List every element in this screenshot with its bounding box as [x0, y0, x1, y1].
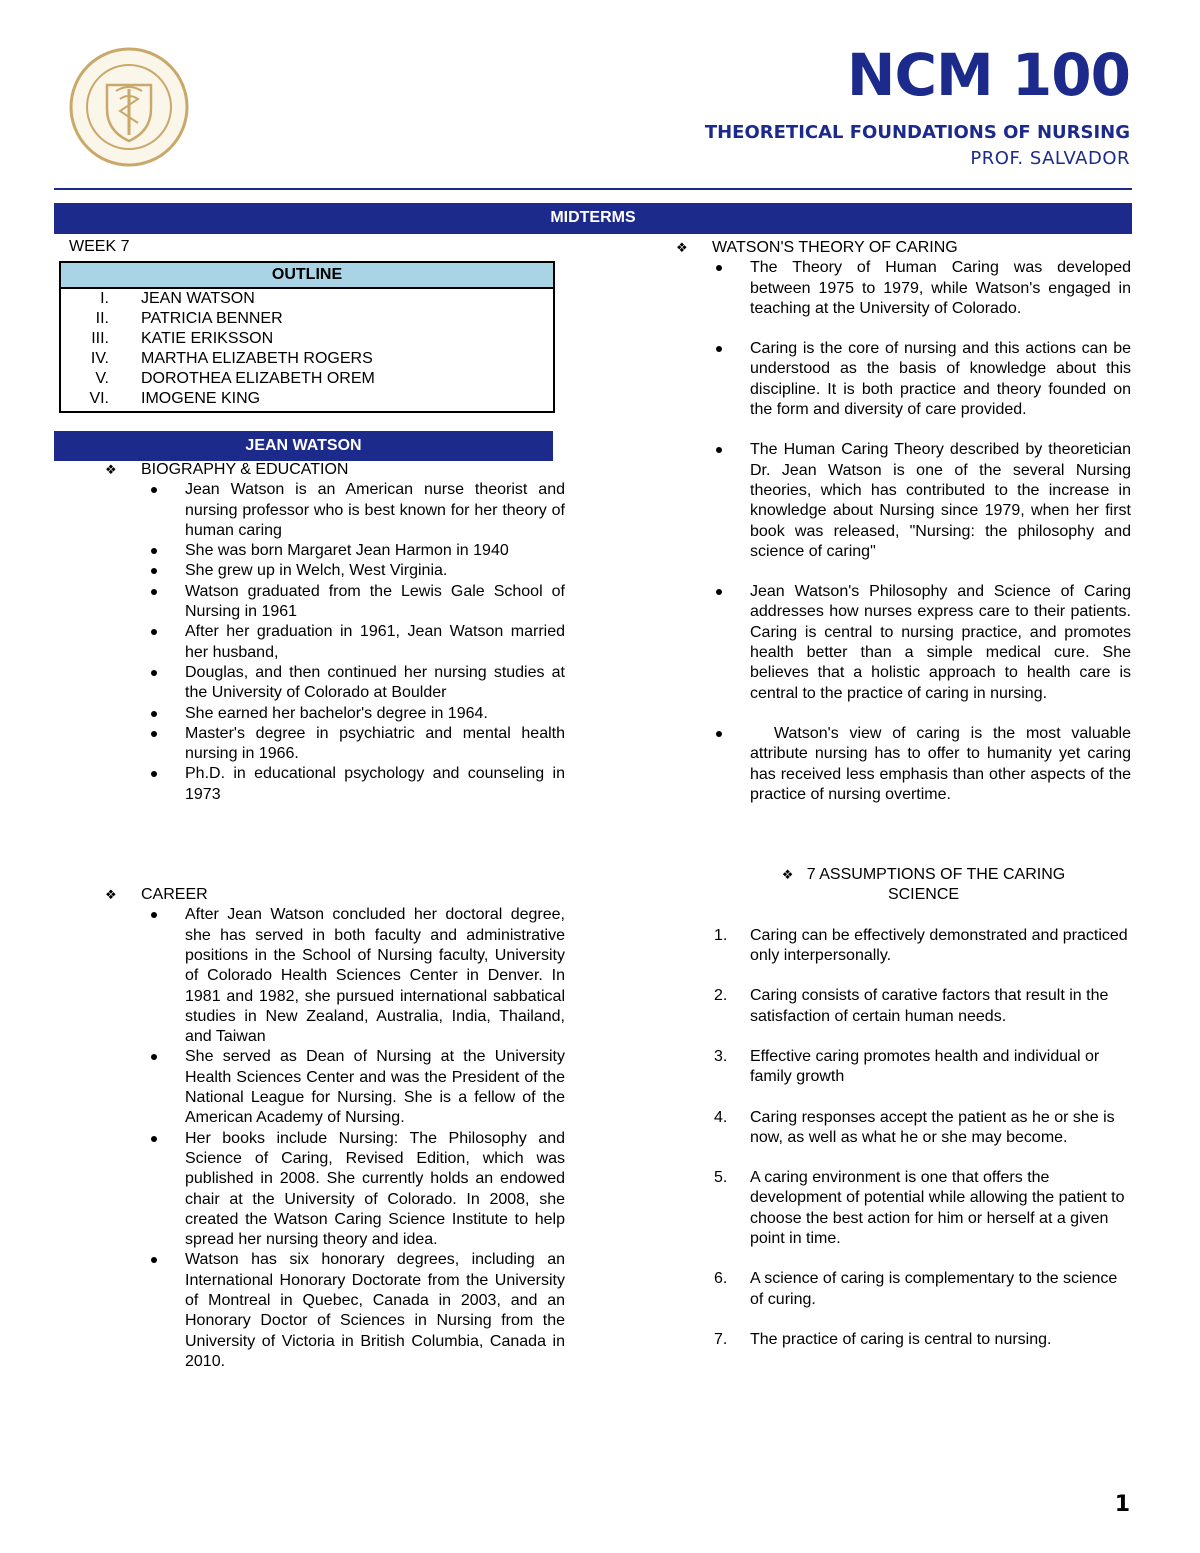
section-heading: BIOGRAPHY & EDUCATION	[141, 461, 349, 478]
list-item	[676, 440, 1131, 562]
outline-num: II.	[95, 310, 109, 327]
list-item-text: Watson graduated from the Lewis Gale School of Nursing in 1961	[185, 582, 565, 621]
list-item-text: She earned her bachelor's degree in 1964.	[185, 704, 488, 722]
outline-box	[59, 261, 555, 413]
bullet-icon	[151, 568, 157, 574]
assumptions-heading-line2: SCIENCE	[887, 886, 960, 904]
right-column	[676, 238, 1131, 1350]
assumptions-list	[676, 926, 1131, 1350]
bullet-icon	[151, 589, 157, 595]
list-item-text: Jean Watson is an American nurse theorist and nursing professor who is best known for her theory of human caring	[185, 481, 565, 539]
bullet-icon	[151, 487, 157, 493]
bullet-icon	[716, 346, 722, 352]
course-code: NCM 100	[846, 41, 1130, 109]
list-item-text: Watson's view of caring is the most valuable attribute nursing has to offer to humanity yet caring has received less emphasis than other aspects of the practice of nursing overtime.	[750, 724, 1131, 803]
list-item	[676, 258, 1131, 319]
diamond-bullet-icon: ❖	[105, 887, 117, 903]
list-number: 5.	[714, 1169, 728, 1187]
foundation-logo	[62, 47, 197, 167]
outline-item	[61, 329, 553, 349]
list-number: 3.	[714, 1047, 728, 1065]
outline-label: IMOGENE KING	[141, 390, 261, 407]
list-item-text: After Jean Watson concluded her doctoral degree, she has served in both faculty and administrative positions in the School of Nursing faculty, University of Colorado Health Sciences Center in Denver. In 1981 and 1982, she pursued international sabbatical studies in New Zealand, Australia, India, Thailand, and Taiwan	[185, 906, 565, 1046]
bullet-icon	[716, 589, 722, 595]
list-item	[105, 905, 565, 1047]
list-item	[105, 582, 565, 623]
left-column	[105, 460, 565, 1372]
list-item-text: The Theory of Human Caring was developed between 1975 to 1979, while Watson's engaged in teaching at the University of Colorado.	[750, 259, 1131, 317]
list-item-text: She served as Dean of Nursing at the University Health Sciences Center and was the President of the National League for Nursing. She is a fellow of the American Academy of Nursing.	[185, 1048, 565, 1127]
week-label: WEEK 7	[69, 238, 130, 255]
bullet-icon	[716, 731, 722, 737]
midterms-band: MIDTERMS	[54, 203, 1132, 234]
outline-label: MARTHA ELIZABETH ROGERS	[141, 350, 373, 367]
bullet-icon	[151, 731, 157, 737]
list-item	[105, 764, 565, 805]
page-number: 1	[1114, 1492, 1130, 1517]
section-heading: CAREER	[141, 886, 208, 904]
list-item	[676, 926, 1131, 967]
list-item-text: A caring environment is one that offers the development of potential while allowing the patient to choose the best action for him or herself at a given point in time.	[750, 1169, 1125, 1247]
outline-item	[61, 349, 553, 369]
bullet-icon	[716, 265, 722, 271]
outline-num: V.	[95, 370, 109, 387]
bullet-icon	[151, 548, 157, 554]
professor-name: PROF. SALVADOR	[970, 148, 1130, 169]
list-item-text: Caring responses accept the patient as he or she is now, as well as what he or she may become.	[750, 1108, 1115, 1146]
list-number: 4.	[714, 1108, 728, 1126]
list-item	[105, 1047, 565, 1128]
outline-item	[61, 389, 553, 409]
list-item-text: She was born Margaret Jean Harmon in 1940	[185, 542, 509, 560]
list-item-text: The Human Caring Theory described by theoretician Dr. Jean Watson is one of the several Nursing theories, which has contributed to the increase in knowledge about Nursing since 1979, when her first book was released, "Nursing: the philosophy and science of caring"	[750, 441, 1131, 560]
biography-heading	[105, 460, 565, 480]
theory-list	[676, 258, 1131, 805]
outline-title: OUTLINE	[61, 263, 553, 289]
list-item	[676, 724, 1131, 805]
diamond-bullet-icon: ❖	[781, 867, 794, 883]
bullet-icon	[151, 912, 157, 918]
list-item-text: Her books include Nursing: The Philosophy and Science of Caring, Revised Edition, which was published in 2008. She currently holds an endowed chair at the University of Colorado. In 2008, she created the Watson Caring Science Institute to help spread her nursing theory and idea.	[185, 1129, 565, 1249]
list-number: 1.	[714, 926, 728, 944]
list-item-text: Caring is the core of nursing and this actions can be understood as the basis of knowledge about this discipline. It is both practice and theory founded on the form and diversity of care provided.	[750, 340, 1131, 419]
outline-num: IV.	[90, 350, 109, 367]
outline-label: PATRICIA BENNER	[141, 310, 283, 327]
theory-heading	[676, 238, 1131, 258]
list-item	[105, 704, 565, 724]
outline-item	[61, 309, 553, 329]
biography-list	[105, 480, 565, 805]
outline-num: III.	[91, 330, 109, 347]
bullet-icon	[151, 1054, 157, 1060]
outline-item	[61, 289, 553, 309]
section-heading: 7 ASSUMPTIONS OF THE CARING	[806, 866, 1066, 884]
list-item	[676, 1108, 1131, 1149]
outline-num: VI.	[89, 390, 109, 407]
bullet-icon	[151, 629, 157, 635]
list-item	[676, 1269, 1131, 1310]
list-item-text: Master's degree in psychiatric and mental health nursing in 1966.	[185, 724, 565, 763]
list-item	[105, 561, 565, 581]
list-number: 2.	[714, 987, 728, 1005]
bullet-icon	[151, 711, 157, 717]
list-item	[676, 1047, 1131, 1088]
list-item-text: Caring can be effectively demonstrated and practiced only interpersonally.	[750, 926, 1128, 965]
course-title: THEORETICAL FOUNDATIONS OF NURSING	[704, 122, 1130, 143]
list-item	[676, 582, 1131, 704]
list-number: 7.	[714, 1330, 728, 1348]
outline-label: KATIE ERIKSSON	[141, 330, 274, 347]
list-item	[676, 1168, 1131, 1249]
list-item	[676, 986, 1131, 1027]
list-item-text: She grew up in Welch, West Virginia.	[185, 562, 448, 580]
list-item-text: Effective caring promotes health and individual or family growth	[750, 1047, 1100, 1086]
outline-num: I.	[100, 290, 109, 307]
diamond-bullet-icon: ❖	[105, 462, 117, 477]
bullet-icon	[151, 1257, 157, 1263]
list-item-text: Jean Watson's Philosophy and Science of Caring addresses how nurses express care to their patients. Caring is central to nursing practice, and promotes health better than a simple medical cure. She believes that a holistic approach to health care is central to the practice of caring in nursing.	[750, 583, 1131, 702]
career-heading	[105, 885, 565, 905]
bullet-icon	[151, 1136, 157, 1142]
list-item-text: After her graduation in 1961, Jean Watson married her husband,	[185, 623, 565, 661]
assumptions-heading-line1	[716, 865, 1131, 885]
bullet-icon	[151, 771, 157, 777]
list-item	[105, 1250, 565, 1372]
list-item-text: Caring consists of carative factors that result in the satisfaction of certain human needs.	[750, 987, 1109, 1025]
outline-label: DOROTHEA ELIZABETH OREM	[141, 370, 375, 387]
outline-item	[61, 369, 553, 389]
section-heading: WATSON'S THEORY OF CARING	[712, 239, 958, 256]
list-item-text: Watson has six honorary degrees, including an International Honorary Doctorate from the University of Montreal in Quebec, Canada in 2003, and an Honorary Doctor of Sciences in Nursing from the University of Victoria in British Columbia, Canada in 2010.	[185, 1251, 565, 1370]
list-item	[105, 724, 565, 765]
list-item-text: A science of caring is complementary to the science of curing.	[750, 1270, 1118, 1308]
list-item	[105, 663, 565, 704]
list-number: 6.	[714, 1270, 728, 1288]
list-item	[676, 1330, 1131, 1350]
jean-watson-band: JEAN WATSON	[54, 431, 553, 463]
outline-label: JEAN WATSON	[141, 290, 255, 307]
list-item-text: The practice of caring is central to nursing.	[750, 1330, 1052, 1348]
list-item	[105, 622, 565, 663]
list-item	[105, 541, 565, 561]
assumptions-heading	[676, 865, 1131, 906]
list-item-text: Ph.D. in educational psychology and counseling in 1973	[185, 765, 565, 803]
bullet-icon	[716, 447, 722, 453]
diamond-bullet-icon: ❖	[676, 240, 688, 255]
list-item	[105, 1129, 565, 1251]
header-divider	[54, 188, 1132, 190]
career-list	[105, 905, 565, 1372]
list-item	[105, 480, 565, 541]
list-item	[676, 339, 1131, 420]
list-item-text: Douglas, and then continued her nursing studies at the University of Colorado at Boulder	[185, 663, 565, 702]
bullet-icon	[151, 670, 157, 676]
